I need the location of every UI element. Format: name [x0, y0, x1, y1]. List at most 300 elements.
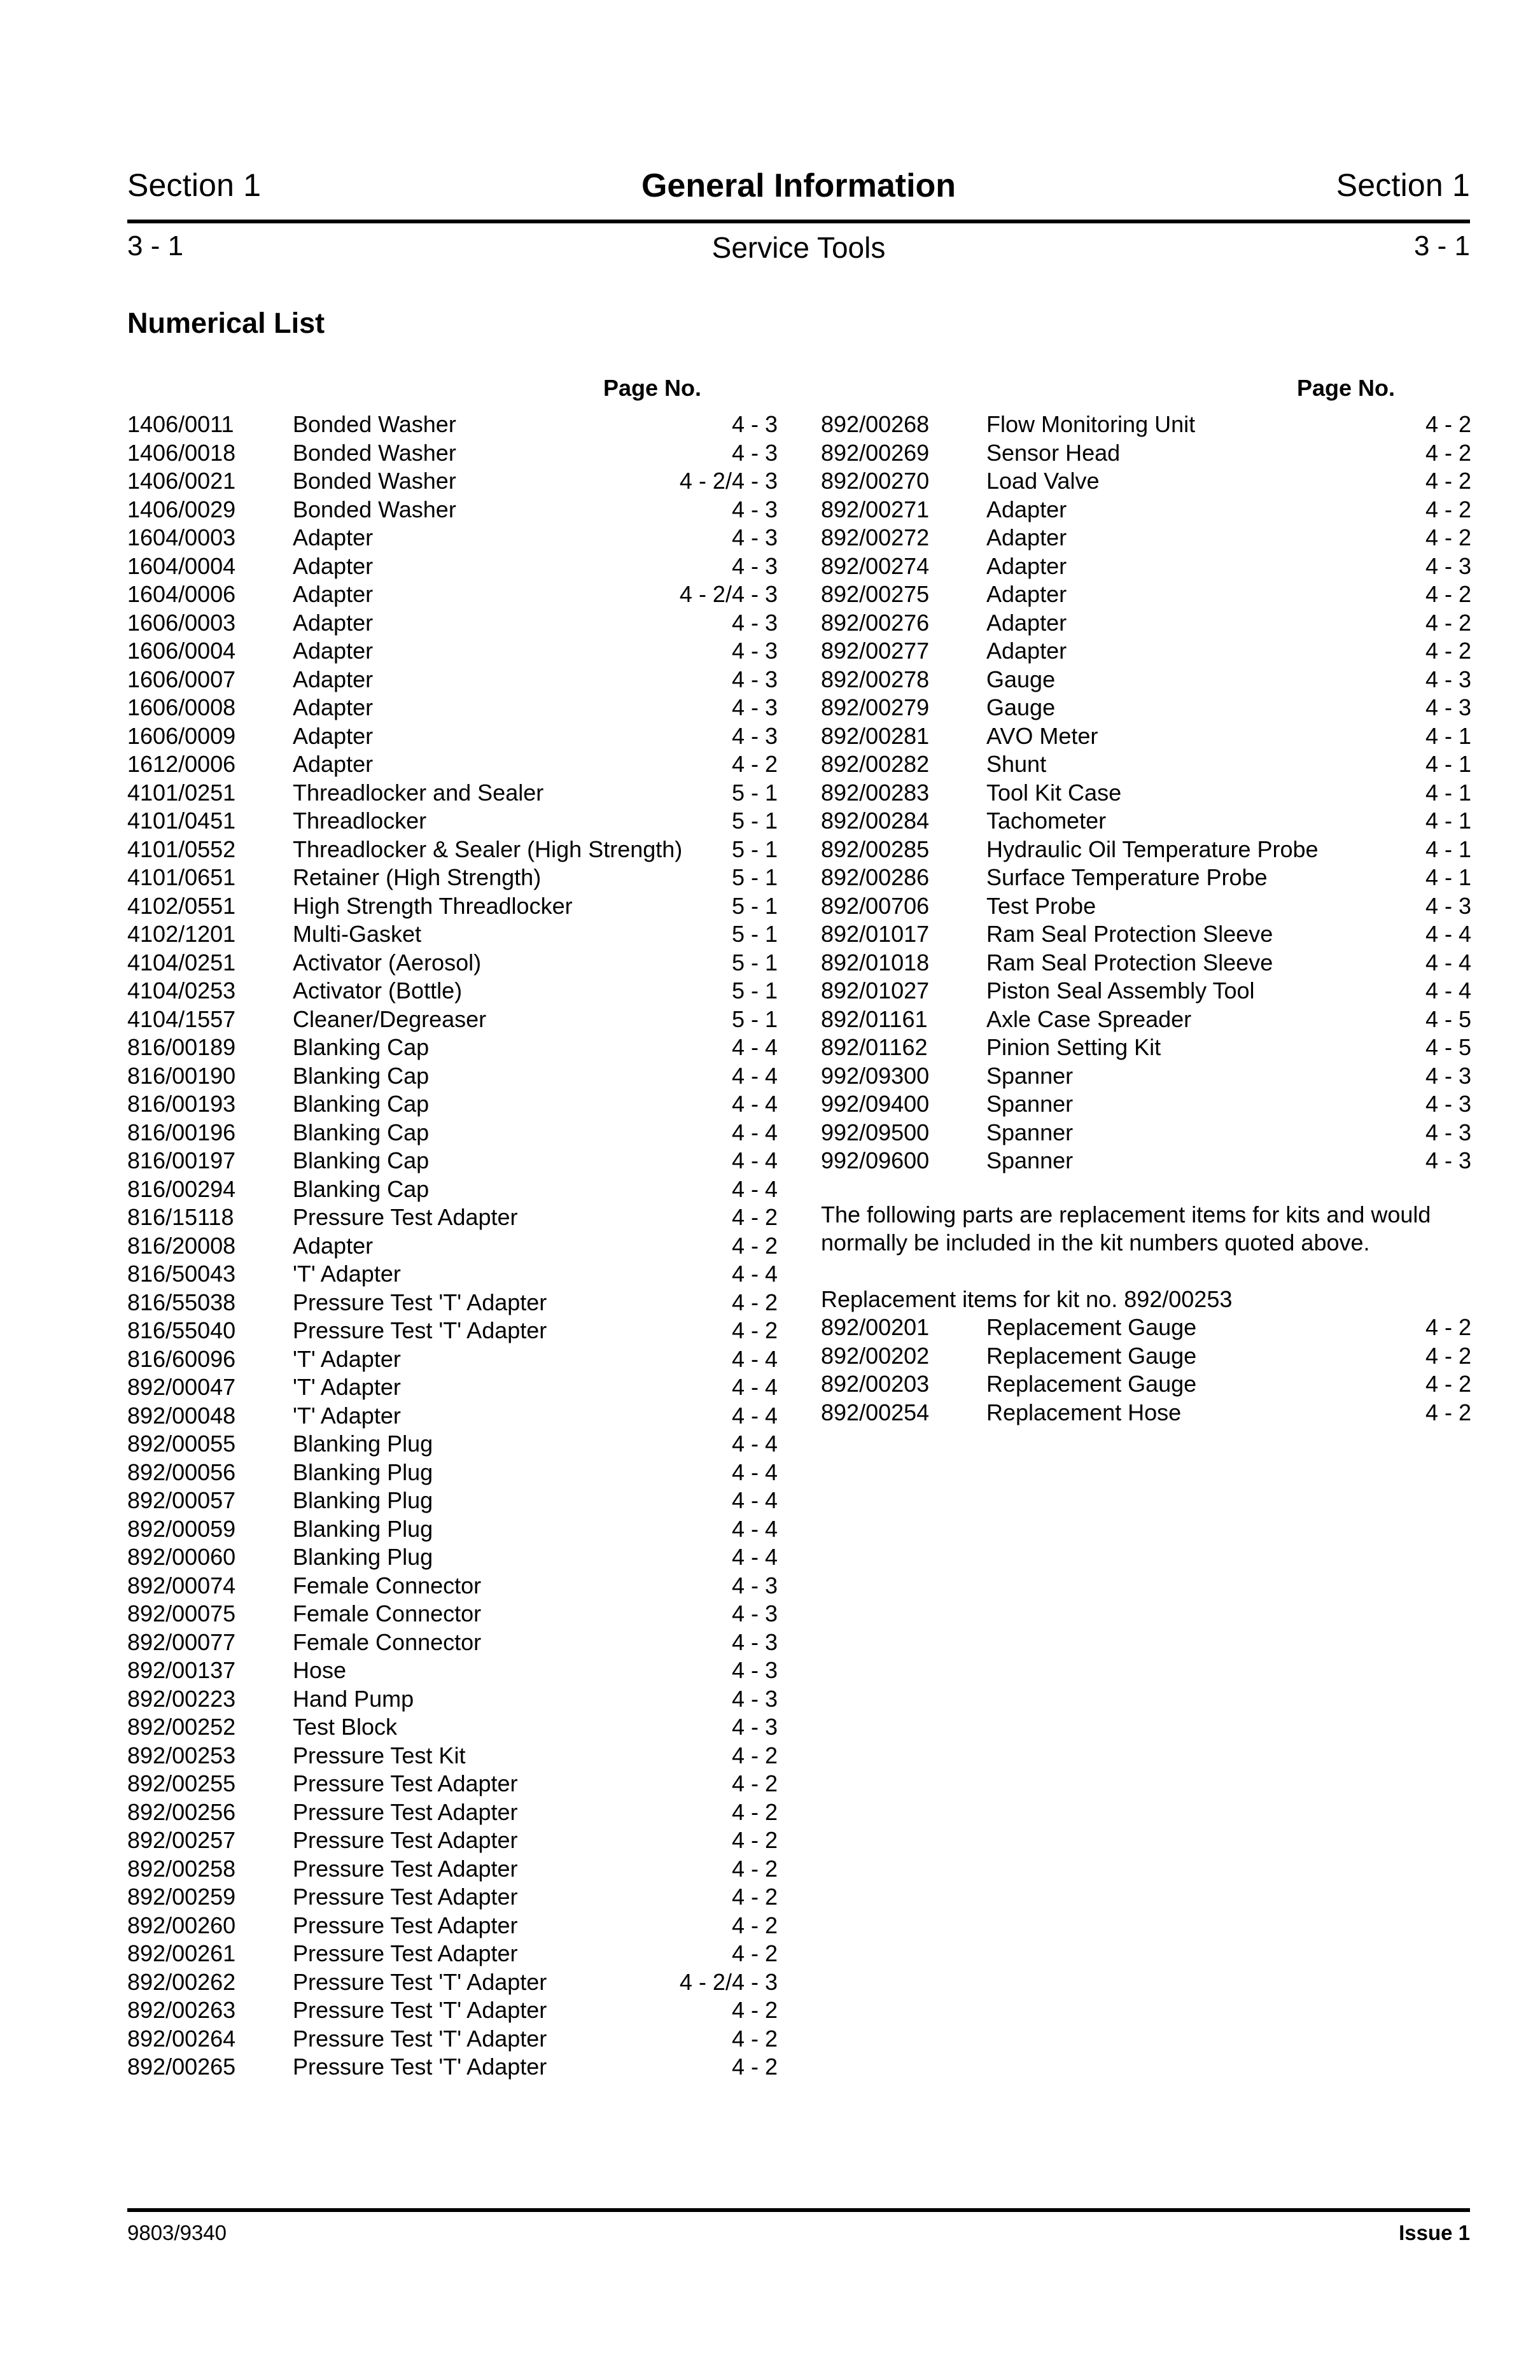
part-page-reference: 4 - 2 [1425, 638, 1471, 664]
table-row [127, 1628, 778, 1657]
part-page-reference: 4 - 2 [731, 1204, 778, 1230]
part-page-reference: 5 - 1 [731, 921, 778, 947]
part-page-reference: 5 - 1 [731, 779, 778, 806]
part-number: 992/09600 [821, 1147, 930, 1173]
table-row [127, 1260, 778, 1289]
page-header-top [127, 167, 1470, 204]
part-page-reference: 4 - 3 [731, 411, 778, 437]
part-description: Spanner [986, 1062, 1074, 1089]
table-row [127, 1713, 778, 1742]
part-description: Flow Monitoring Unit [986, 411, 1196, 437]
part-page-reference: 4 - 3 [731, 552, 778, 579]
part-number: 816/00193 [127, 1091, 236, 1117]
replacement-note: The following parts are replacement items for kits and would normally be included in the kit numbers quoted above. [821, 1201, 1431, 1256]
table-row [127, 1770, 778, 1798]
part-number: 892/00056 [127, 1459, 236, 1485]
part-number: 816/00197 [127, 1147, 236, 1173]
part-number: 892/00268 [821, 411, 930, 437]
part-number: 892/00137 [127, 1657, 236, 1683]
part-page-reference: 4 - 2 [731, 1289, 778, 1315]
table-row [127, 1005, 778, 1034]
part-number: 892/00285 [821, 836, 930, 862]
parts-table-left-body [127, 410, 778, 2082]
part-page-reference: 4 - 3 [731, 1714, 778, 1740]
table-row [127, 1742, 778, 1770]
part-number: 892/00706 [821, 892, 930, 919]
part-description: Pressure Test 'T' Adapter [293, 1317, 547, 1343]
part-page-reference: 4 - 4 [731, 1091, 778, 1117]
part-page-reference: 4 - 3 [731, 722, 778, 749]
part-page-reference: 4 - 2 [1425, 1371, 1471, 1397]
part-description: Adapter [293, 609, 374, 636]
part-number: 892/00265 [127, 2054, 236, 2080]
part-page-reference: 4 - 2 [731, 751, 778, 777]
part-number: 892/00259 [127, 1884, 236, 1910]
table-row [127, 1430, 778, 1459]
part-page-reference: 4 - 3 [731, 1685, 778, 1712]
part-number: 892/00055 [127, 1431, 236, 1457]
part-number: 1604/0006 [127, 581, 236, 607]
part-number: 1604/0003 [127, 524, 236, 550]
part-description: Adapter [986, 609, 1067, 636]
part-page-reference: 4 - 3 [1425, 1119, 1471, 1145]
part-page-reference: 4 - 3 [731, 1572, 778, 1599]
part-description: Pressure Test 'T' Adapter [293, 1997, 547, 2023]
part-description: Test Block [293, 1714, 398, 1740]
part-page-reference: 4 - 2/4 - 3 [679, 581, 778, 607]
part-page-reference: 4 - 3 [1425, 552, 1471, 579]
table-row [821, 666, 1540, 694]
page-title: General Information [641, 167, 956, 204]
part-number: 892/01017 [821, 921, 930, 947]
part-description: Blanking Plug [293, 1544, 433, 1570]
part-page-reference: 4 - 4 [1425, 977, 1471, 1004]
part-page-reference: 4 - 3 [1425, 1091, 1471, 1117]
part-page-reference: 4 - 4 [731, 1402, 778, 1429]
part-description: Ram Seal Protection Sleeve [986, 921, 1273, 947]
table-row [127, 1062, 778, 1091]
part-number: 1612/0006 [127, 751, 236, 777]
part-page-reference: 4 - 4 [1425, 921, 1471, 947]
part-number: 992/09400 [821, 1091, 930, 1117]
table-row [821, 467, 1540, 496]
table-row [821, 609, 1540, 638]
table-row [127, 1232, 778, 1261]
part-page-reference: 4 - 4 [731, 1119, 778, 1145]
part-number: 4102/0551 [127, 892, 236, 919]
part-description: Bonded Washer [293, 468, 456, 494]
part-page-reference: 4 - 2 [1425, 411, 1471, 437]
part-number: 4104/0253 [127, 977, 236, 1004]
part-number: 892/00075 [127, 1600, 236, 1627]
part-description: 'T' Adapter [293, 1374, 401, 1400]
table-row [127, 496, 778, 524]
part-description: Activator (Aerosol) [293, 949, 482, 976]
part-description: Blanking Cap [293, 1034, 430, 1060]
part-description: Pressure Test Adapter [293, 1855, 518, 1882]
part-description: Bonded Washer [293, 411, 456, 437]
footer-document-number: 9803/9340 [127, 2221, 227, 2244]
part-page-reference: 4 - 1 [1425, 836, 1471, 862]
table-row [127, 722, 778, 751]
header-page-number-left: 3 - 1 [127, 230, 184, 262]
part-number: 1604/0004 [127, 552, 236, 579]
table-row [127, 1090, 778, 1119]
part-page-reference: 4 - 4 [731, 1515, 778, 1542]
part-number: 816/00294 [127, 1175, 236, 1202]
part-number: 892/00277 [821, 638, 930, 664]
part-number: 4101/0451 [127, 808, 236, 834]
table-row [821, 977, 1540, 1005]
right-column [821, 377, 1471, 2082]
part-number: 892/00060 [127, 1544, 236, 1570]
parts-table-right [821, 410, 1540, 1175]
part-number: 1406/0011 [127, 411, 234, 437]
table-row [821, 836, 1540, 864]
table-row [127, 1203, 778, 1232]
table-row [821, 1033, 1540, 1062]
table-row [821, 524, 1540, 552]
part-page-reference: 4 - 3 [731, 1628, 778, 1655]
part-page-reference: 4 - 2 [1425, 439, 1471, 466]
part-description: Adapter [986, 496, 1067, 522]
part-description: Hose [293, 1657, 347, 1683]
part-number: 892/00202 [821, 1342, 930, 1369]
part-description: Blanking Cap [293, 1119, 430, 1145]
part-page-reference: 4 - 4 [731, 1034, 778, 1060]
table-row [127, 892, 778, 921]
part-description: Adapter [293, 581, 374, 607]
part-description: Adapter [293, 638, 374, 664]
table-row [127, 1515, 778, 1544]
table-row [821, 722, 1540, 751]
part-page-reference: 4 - 4 [731, 1261, 778, 1287]
part-description: Hydraulic Oil Temperature Probe [986, 836, 1319, 862]
part-description: Spanner [986, 1119, 1074, 1145]
part-number: 892/00057 [127, 1487, 236, 1513]
part-number: 992/09300 [821, 1062, 930, 1089]
table-row [127, 2053, 778, 2082]
part-page-reference: 4 - 3 [1425, 694, 1471, 720]
table-row [127, 864, 778, 892]
part-number: 1606/0007 [127, 666, 236, 692]
part-page-reference: 4 - 4 [731, 1062, 778, 1089]
table-row [127, 920, 778, 949]
table-row [127, 1572, 778, 1600]
part-page-reference: 4 - 2 [1425, 496, 1471, 522]
part-number: 892/00264 [127, 2025, 236, 2052]
table-row [127, 467, 778, 496]
part-page-reference: 4 - 4 [731, 1544, 778, 1570]
table-row [821, 1119, 1540, 1147]
part-number: 892/00048 [127, 1402, 236, 1429]
part-page-reference: 4 - 3 [731, 524, 778, 550]
part-number: 1606/0004 [127, 638, 236, 664]
table-row [821, 1090, 1540, 1119]
table-row [127, 1600, 778, 1628]
part-page-reference: 4 - 3 [1425, 1147, 1471, 1173]
part-description: Pressure Test Kit [293, 1742, 466, 1768]
header-page-number-right: 3 - 1 [1413, 230, 1470, 262]
part-page-reference: 4 - 5 [1425, 1034, 1471, 1060]
table-row [127, 1345, 778, 1374]
part-description: Pressure Test Adapter [293, 1940, 518, 1966]
part-page-reference: 4 - 1 [1425, 751, 1471, 777]
part-description: Gauge [986, 694, 1056, 720]
part-description: Adapter [986, 581, 1067, 607]
part-page-reference: 4 - 4 [1425, 949, 1471, 976]
table-row [127, 1968, 778, 1997]
part-page-reference: 4 - 2 [1425, 609, 1471, 636]
part-description: Surface Temperature Probe [986, 864, 1268, 890]
part-description: Tachometer [986, 808, 1107, 834]
part-description: Adapter [293, 552, 374, 579]
table-row [127, 439, 778, 468]
part-page-reference: 5 - 1 [731, 1005, 778, 1032]
part-description: Blanking Plug [293, 1515, 433, 1542]
part-description: Replacement Gauge [986, 1314, 1197, 1340]
table-row [821, 807, 1540, 836]
part-description: Replacement Hose [986, 1399, 1182, 1425]
table-row [127, 1855, 778, 1884]
table-row [127, 1033, 778, 1062]
table-row [821, 580, 1540, 609]
part-description: Tool Kit Case [986, 779, 1122, 806]
part-number: 816/55040 [127, 1317, 236, 1343]
part-number: 892/00047 [127, 1374, 236, 1400]
page-footer [127, 2221, 1470, 2245]
part-page-reference: 4 - 1 [1425, 808, 1471, 834]
part-number: 892/00269 [821, 439, 930, 466]
part-description: Adapter [293, 666, 374, 692]
part-description: Ram Seal Protection Sleeve [986, 949, 1273, 976]
part-page-reference: 4 - 3 [731, 694, 778, 720]
table-row [821, 920, 1540, 949]
part-page-reference: 4 - 3 [731, 439, 778, 466]
part-page-reference: 4 - 3 [731, 638, 778, 664]
part-number: 892/00255 [127, 1770, 236, 1796]
part-number: 892/00252 [127, 1714, 236, 1740]
table-row [127, 1883, 778, 1912]
parts-table-right-body [821, 410, 1540, 1175]
header-section-left: Section 1 [127, 167, 262, 203]
part-description: Adapter [293, 751, 374, 777]
part-number: 816/55038 [127, 1289, 236, 1315]
part-page-reference: 4 - 2 [731, 1940, 778, 1966]
part-page-reference: 4 - 2 [731, 1317, 778, 1343]
part-description: Piston Seal Assembly Tool [986, 977, 1255, 1004]
part-number: 892/01162 [821, 1034, 928, 1060]
part-page-reference: 4 - 4 [731, 1459, 778, 1485]
page-no-header-left: Page No. [603, 375, 701, 401]
part-page-reference: 4 - 4 [731, 1431, 778, 1457]
part-page-reference: 4 - 3 [731, 609, 778, 636]
part-number: 1606/0009 [127, 722, 236, 749]
part-description: Female Connector [293, 1572, 482, 1599]
part-number: 892/00275 [821, 581, 930, 607]
table-row [127, 552, 778, 581]
parts-table-left [127, 410, 778, 2082]
part-description: Adapter [986, 552, 1067, 579]
table-row [127, 2025, 778, 2054]
part-page-reference: 4 - 2 [731, 1884, 778, 1910]
part-description: Multi-Gasket [293, 921, 422, 947]
table-row [127, 1798, 778, 1827]
part-description: Axle Case Spreader [986, 1005, 1192, 1032]
table-row [127, 949, 778, 977]
part-number: 892/00223 [127, 1685, 236, 1712]
table-row [127, 836, 778, 864]
part-number: 816/00190 [127, 1062, 236, 1089]
part-number: 892/00254 [821, 1399, 930, 1425]
table-row [821, 637, 1540, 666]
table-row [127, 1459, 778, 1487]
part-description: 'T' Adapter [293, 1345, 401, 1372]
part-description: Pressure Test Adapter [293, 1204, 518, 1230]
part-description: Gauge [986, 666, 1056, 692]
part-number: 892/00281 [821, 722, 930, 749]
part-page-reference: 5 - 1 [731, 808, 778, 834]
part-description: Test Probe [986, 892, 1096, 919]
part-page-reference: 4 - 2 [1425, 581, 1471, 607]
part-number: 892/00284 [821, 808, 930, 834]
part-page-reference: 4 - 4 [731, 1175, 778, 1202]
part-description: Spanner [986, 1091, 1074, 1117]
replacement-parts-table [821, 1313, 1540, 1427]
part-number: 816/00196 [127, 1119, 236, 1145]
table-row [821, 1342, 1540, 1371]
table-row [127, 666, 778, 694]
table-row [127, 609, 778, 638]
part-page-reference: 4 - 3 [731, 666, 778, 692]
part-page-reference: 4 - 3 [1425, 892, 1471, 919]
part-number: 892/00074 [127, 1572, 236, 1599]
table-row [821, 779, 1540, 808]
footer-divider [127, 2208, 1470, 2212]
part-number: 892/00278 [821, 666, 930, 692]
part-description: Female Connector [293, 1628, 482, 1655]
section-heading: Numerical List [127, 307, 325, 339]
part-page-reference: 4 - 3 [731, 1657, 778, 1683]
part-number: 4102/1201 [127, 921, 236, 947]
part-number: 1406/0018 [127, 439, 236, 466]
table-row [821, 1399, 1540, 1427]
table-row [127, 977, 778, 1005]
table-row [821, 439, 1540, 468]
part-description: Adapter [986, 638, 1067, 664]
part-description: Load Valve [986, 468, 1100, 494]
part-description: Female Connector [293, 1600, 482, 1627]
part-description: Pressure Test 'T' Adapter [293, 2025, 547, 2052]
table-row [127, 1373, 778, 1402]
part-number: 892/00276 [821, 609, 930, 636]
part-number: 892/00201 [821, 1314, 930, 1340]
part-number: 892/00258 [127, 1855, 236, 1882]
table-row [127, 1912, 778, 1940]
table-row [127, 1487, 778, 1515]
left-column [127, 377, 778, 2082]
part-page-reference: 4 - 2 [1425, 468, 1471, 494]
table-row [127, 524, 778, 552]
part-description: 'T' Adapter [293, 1402, 401, 1429]
part-page-reference: 5 - 1 [731, 892, 778, 919]
part-number: 892/00270 [821, 468, 930, 494]
table-row [127, 1543, 778, 1572]
table-row [821, 1313, 1540, 1342]
part-number: 816/20008 [127, 1232, 236, 1259]
part-number: 1406/0029 [127, 496, 236, 522]
part-page-reference: 4 - 4 [731, 1345, 778, 1372]
part-page-reference: 4 - 2 [1425, 524, 1471, 550]
part-description: Pinion Setting Kit [986, 1034, 1161, 1060]
table-row [127, 779, 778, 808]
part-description: Retainer (High Strength) [293, 864, 542, 890]
part-number: 816/15118 [127, 1204, 234, 1230]
part-description: AVO Meter [986, 722, 1098, 749]
part-number: 892/00256 [127, 1798, 236, 1825]
part-number: 892/00257 [127, 1827, 236, 1853]
part-description: Cleaner/Degreaser [293, 1005, 487, 1032]
part-page-reference: 4 - 1 [1425, 779, 1471, 806]
part-description: Blanking Plug [293, 1487, 433, 1513]
part-page-reference: 4 - 2 [731, 1997, 778, 2023]
part-page-reference: 4 - 2/4 - 3 [679, 468, 778, 494]
part-number: 4101/0251 [127, 779, 236, 806]
table-row [127, 580, 778, 609]
part-description: Pressure Test Adapter [293, 1770, 518, 1796]
part-page-reference: 5 - 1 [731, 949, 778, 976]
part-page-reference: 4 - 2 [1425, 1314, 1471, 1340]
part-description: 'T' Adapter [293, 1261, 401, 1287]
part-number: 1406/0021 [127, 468, 236, 494]
table-row [821, 694, 1540, 722]
part-page-reference: 4 - 2/4 - 3 [679, 1968, 778, 1995]
table-row [821, 1005, 1540, 1034]
part-description: Activator (Bottle) [293, 977, 463, 1004]
table-row [821, 949, 1540, 977]
part-page-reference: 4 - 2 [1425, 1399, 1471, 1425]
part-description: Pressure Test Adapter [293, 1827, 518, 1853]
two-column-list [127, 377, 1470, 2082]
part-page-reference: 4 - 2 [731, 1827, 778, 1853]
part-description: Blanking Cap [293, 1062, 430, 1089]
part-number: 992/09500 [821, 1119, 930, 1145]
part-number: 892/00059 [127, 1515, 236, 1542]
footer-issue: Issue 1 [1399, 2221, 1470, 2244]
table-row [127, 410, 778, 439]
part-description: High Strength Threadlocker [293, 892, 573, 919]
part-description: Pressure Test Adapter [293, 1884, 518, 1910]
part-description: Blanking Plug [293, 1459, 433, 1485]
part-description: Spanner [986, 1147, 1074, 1173]
part-page-reference: 4 - 1 [1425, 864, 1471, 890]
table-row [127, 750, 778, 779]
part-number: 4101/0651 [127, 864, 236, 890]
table-row [127, 1289, 778, 1317]
part-page-reference: 4 - 2 [731, 2054, 778, 2080]
part-description: Pressure Test 'T' Adapter [293, 1968, 547, 1995]
table-row [821, 1370, 1540, 1399]
part-page-reference: 4 - 3 [731, 1600, 778, 1627]
part-description: Threadlocker [293, 808, 427, 834]
part-page-reference: 4 - 1 [1425, 722, 1471, 749]
part-page-reference: 4 - 2 [731, 1742, 778, 1768]
part-number: 892/00282 [821, 751, 930, 777]
part-page-reference: 4 - 2 [731, 1855, 778, 1882]
part-page-reference: 4 - 2 [731, 1232, 778, 1259]
part-number: 892/00261 [127, 1940, 236, 1966]
part-description: Threadlocker and Sealer [293, 779, 544, 806]
